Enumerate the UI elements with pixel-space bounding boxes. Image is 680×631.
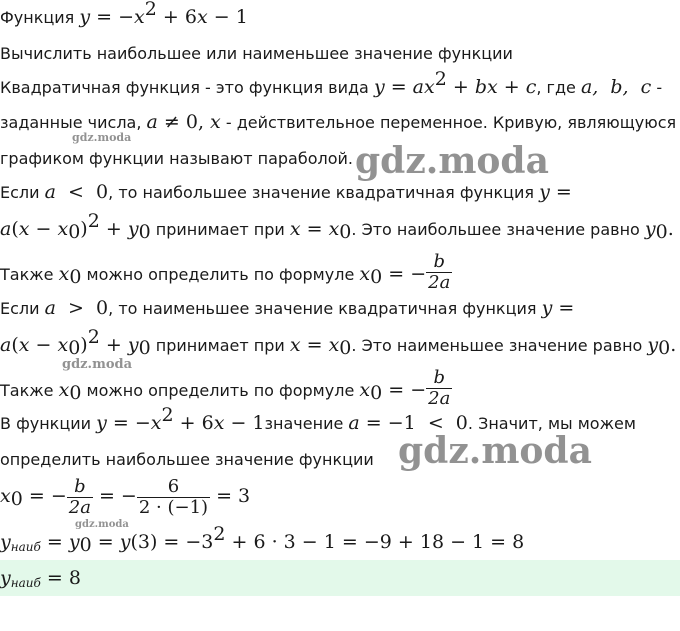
- x0-fraction: $\frac{b}{2a}$: [428, 251, 451, 293]
- x0-formula-line-2: [0, 367, 452, 409]
- max-case-line-1: [0, 181, 572, 204]
- x0-formula: $x_0$ = −: [359, 263, 427, 288]
- also-text: Также: [0, 265, 59, 284]
- function-formula: $y = -x^2 + 6x - 1$: [79, 0, 248, 28]
- general-formula: $y = ax^2$ + bx + c: [373, 68, 537, 98]
- y0-2: $y_0$.: [647, 334, 677, 359]
- task-line: Вычислить наибольшее или наименьшее значение функции: [0, 44, 513, 63]
- given-text-2: значение: [264, 414, 349, 433]
- formula-text: можно определить по формуле: [81, 265, 360, 284]
- answer-value: = 8: [40, 567, 81, 589]
- y-equals: y =: [539, 181, 572, 203]
- min-case-text-4: . Это наименьшее значение равно: [351, 336, 648, 355]
- coefficients: a, b, c: [580, 76, 652, 98]
- x0-calc-frac-2: $\frac{6}{2 \cdot (-1)}$: [138, 476, 209, 518]
- answer-line: [0, 567, 81, 590]
- x-equals-x0: $x = x_0$: [289, 218, 352, 243]
- definition-text-3: -: [651, 78, 663, 97]
- y0: $y_0$.: [644, 218, 674, 243]
- watermark-small-2: gdz.moda: [62, 357, 133, 372]
- function-label: Функция: [0, 8, 80, 27]
- given-text: В функции: [0, 414, 97, 433]
- a-negative: a < 0: [44, 181, 109, 203]
- max-case-text-3: принимает при: [150, 220, 290, 239]
- vertex-form-2: $a(x - x_0)^2 + y_0$: [0, 326, 151, 359]
- given-text-3: . Значит, мы можем: [467, 414, 636, 433]
- a-nonzero: a ≠ 0, x: [146, 111, 221, 133]
- determine-line: определить наибольшее значение функции: [0, 450, 374, 469]
- function-line: [0, 0, 248, 29]
- watermark-small-3: gdz.moda: [75, 519, 129, 530]
- min-case-line-2: [0, 326, 677, 359]
- definition-text-4: заданные числа,: [0, 113, 147, 132]
- also-text-2: Также: [0, 381, 59, 400]
- definition-text-5: - действительное переменное. Кривую, являющуюся: [220, 113, 677, 132]
- definition-text: Квадратичная функция - это функция вида: [0, 78, 374, 97]
- x0-formula-2: $x_0$ = −: [359, 379, 427, 404]
- watermark-large-2: gdz.moda: [398, 430, 592, 472]
- x0-fraction-2: $\frac{b}{2a}$: [428, 367, 451, 409]
- x0-calc-frac-1: $\frac{b}{2a}$: [68, 476, 91, 518]
- min-case-line-1: [0, 297, 574, 320]
- watermark-small-1: gdz.moda: [72, 131, 132, 144]
- x0: $x_0$: [58, 263, 82, 288]
- min-case-text-3: принимает при: [150, 336, 290, 355]
- max-case-text-2: , то наибольшее значение квадратичная функция: [108, 183, 540, 202]
- answer: $y_{наиб} = 8$: [0, 567, 81, 590]
- max-case-text-4: . Это наибольшее значение равно: [351, 220, 645, 239]
- formula-text-2: можно определить по формуле: [81, 381, 360, 400]
- vertex-form: $a(x - x_0)^2 + y_0$: [0, 210, 151, 243]
- y-equals-2: y =: [541, 297, 575, 319]
- x0-calc-line: $x_0$ = − $\frac{b}{2a}$ = − $\frac{6}{2 \cdot (-1)}$ = 3: [0, 476, 251, 518]
- answer-subscript: наиб: [10, 576, 41, 590]
- a-value: a = −1 < 0: [348, 412, 468, 434]
- a-positive: a > 0: [44, 297, 109, 319]
- max-case-line-2: [0, 210, 674, 243]
- answer-highlight: [0, 560, 680, 596]
- definition-text-2: , где: [536, 78, 581, 97]
- definition-line-1: [0, 68, 663, 99]
- given-formula: $y = -x^2 + 6x - 1$: [96, 404, 265, 434]
- min-case-text-2: , то наименьшее значение квадратичная функция: [108, 299, 542, 318]
- x0-formula-line-1: [0, 251, 452, 293]
- x-equals-x0-2: $x = x_0$: [289, 334, 352, 359]
- x0-2: $x_0$: [58, 379, 82, 404]
- watermark-large-1: gdz.moda: [355, 140, 549, 182]
- y-max-calc: $y_{наиб} = y_0 = y(3) = -3^2 + 6 \cdot 3 - 1 = -9 + 18 - 1 = 8$: [0, 523, 525, 556]
- x0-calc-left: $x_0$ = −: [0, 485, 67, 510]
- definition-line-3: графиком функции называют параболой.: [0, 149, 353, 168]
- max-case-text: Если: [0, 183, 45, 202]
- min-case-text: Если: [0, 299, 45, 318]
